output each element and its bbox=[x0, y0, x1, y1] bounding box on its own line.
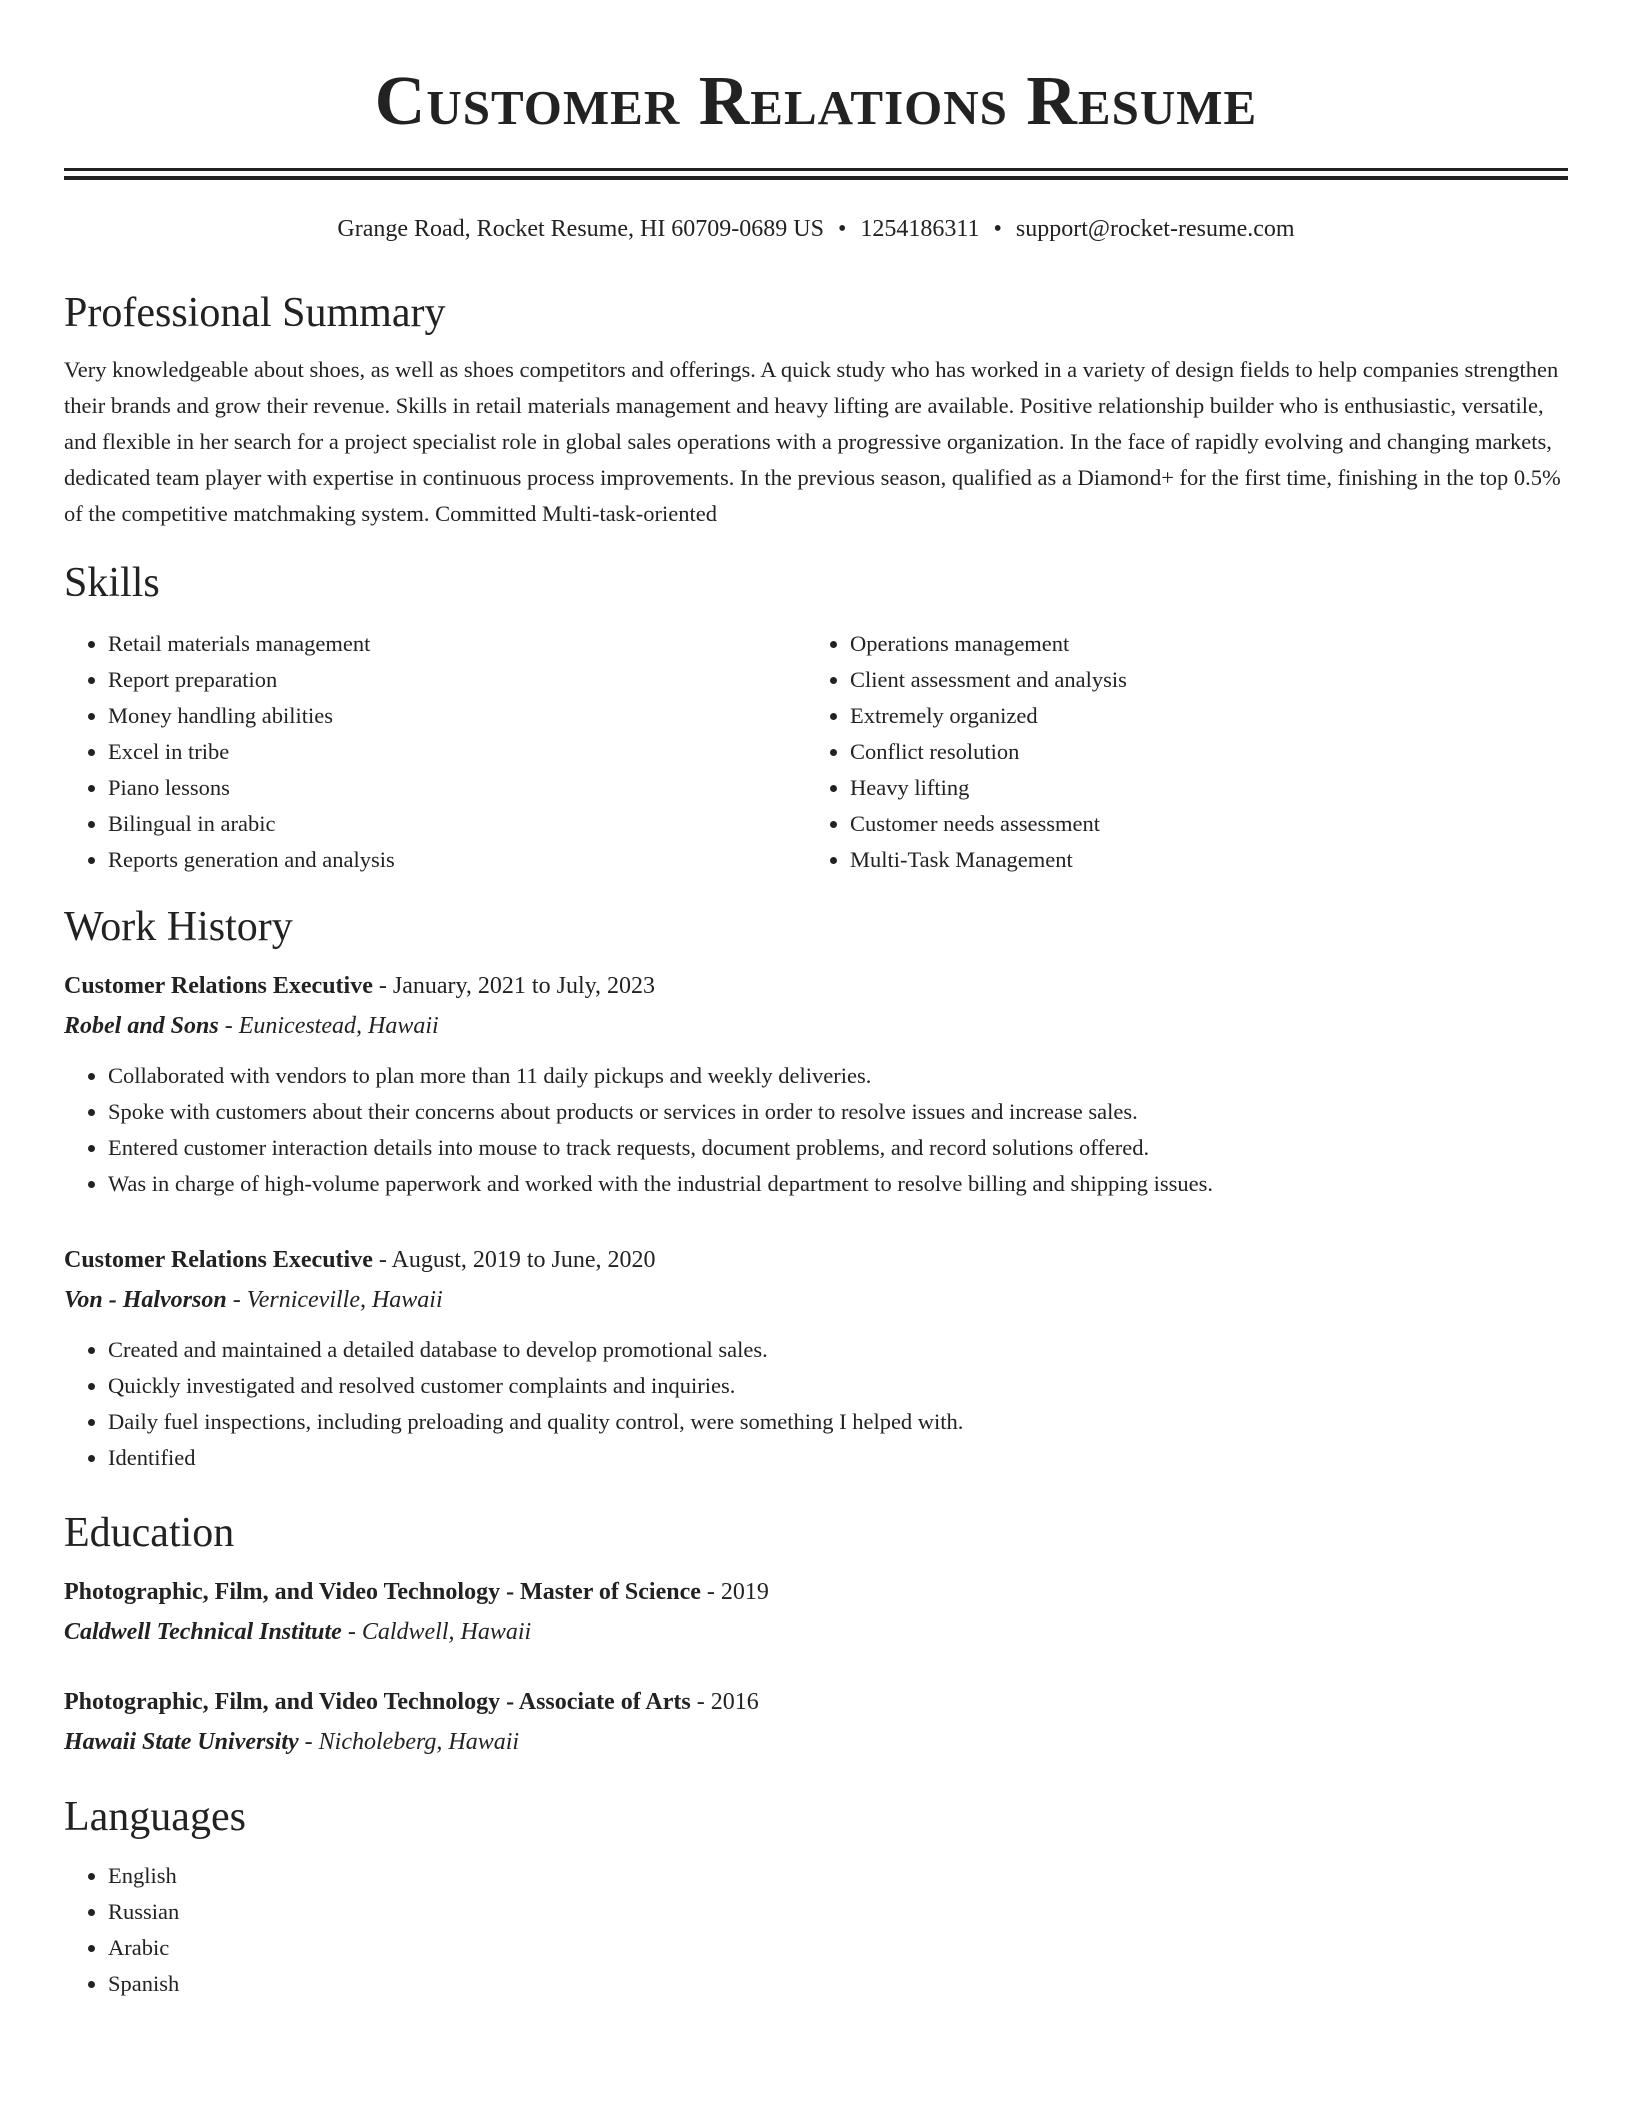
job-role: Customer Relations Executive bbox=[64, 1247, 373, 1273]
skill-item: • Report preparation bbox=[108, 662, 806, 698]
skill-item: • Client assessment and analysis bbox=[850, 662, 1548, 698]
job-bullet: • Identified bbox=[108, 1440, 1568, 1476]
skill-item: • Piano lessons bbox=[108, 770, 806, 806]
skill-item: • Multi-Task Management bbox=[850, 842, 1548, 878]
languages-heading: Languages bbox=[64, 1794, 246, 1840]
skill-item: • Operations management bbox=[850, 626, 1548, 662]
skills-heading: Skills bbox=[64, 560, 160, 606]
language-item: • Arabic bbox=[108, 1930, 1568, 1966]
skill-item: • Money handling abilities bbox=[108, 698, 806, 734]
education-location: - Caldwell, Hawaii bbox=[341, 1619, 532, 1645]
skill-item: • Heavy lifting bbox=[850, 770, 1548, 806]
job-bullets bbox=[64, 1058, 1568, 1202]
job-company: Von - Halvorson bbox=[64, 1287, 227, 1313]
job-header bbox=[64, 966, 1568, 1006]
education-section bbox=[64, 1508, 1568, 1762]
contact-email: support@rocket-resume.com bbox=[1015, 216, 1295, 242]
job-bullet: • Created and maintained a detailed database to develop promotional sales. bbox=[108, 1332, 1568, 1368]
education-entry bbox=[64, 1682, 1568, 1762]
skill-item: • Retail materials management bbox=[108, 626, 806, 662]
skills-columns bbox=[64, 626, 1568, 878]
language-item: • Russian bbox=[108, 1894, 1568, 1930]
skills-column-left bbox=[64, 626, 806, 878]
skill-item: • Customer needs assessment bbox=[850, 806, 1548, 842]
language-item: • Spanish bbox=[108, 1966, 1568, 2002]
contact-separator: • bbox=[993, 216, 1002, 242]
education-header bbox=[64, 1682, 1568, 1722]
job-dates: - January, 2021 to July, 2023 bbox=[372, 973, 656, 999]
education-header bbox=[64, 1572, 1568, 1612]
title-divider-top bbox=[64, 168, 1568, 171]
job-bullet: • Was in charge of high-volume paperwork and worked with the industrial department to resolve billing and shipping issues. bbox=[108, 1166, 1568, 1202]
education-degree: Photographic, Film, and Video Technology - Master of Science bbox=[64, 1579, 701, 1605]
languages-section bbox=[64, 1792, 1568, 2002]
skills-column-right bbox=[806, 626, 1548, 878]
education-school: Caldwell Technical Institute bbox=[64, 1619, 342, 1645]
job-bullet: • Spoke with customers about their concerns about products or services in order to resolve issues and increase sales. bbox=[108, 1094, 1568, 1130]
skills-list-right bbox=[806, 626, 1548, 878]
job-company-line bbox=[64, 1280, 1568, 1320]
job-entry bbox=[64, 966, 1568, 1202]
education-entry bbox=[64, 1572, 1568, 1652]
job-bullet: • Entered customer interaction details into mouse to track requests, document problems, and record solutions offered. bbox=[108, 1130, 1568, 1166]
work-history-section bbox=[64, 902, 1568, 1476]
job-dates: - August, 2019 to June, 2020 bbox=[372, 1247, 656, 1273]
skill-item: • Conflict resolution bbox=[850, 734, 1548, 770]
contact-separator: • bbox=[837, 216, 847, 242]
summary-text: Very knowledgeable about shoes, as well as shoes competitors and offerings. A quick study who has worked in a variety of design fields to help companies strengthen their brands and grow their revenue. Skills in retail materials management and heavy lifting are available. Positive relationship builder who is enthusiastic, versatile, and flexible in her search for a project specialist role in global sales operations with a progressive organization. In the face of rapidly evolving and changing markets, dedicated team player with expertise in continuous process improvements. In the previous season, qualified as a Diamond+ for the first time, finishing in the top 0.5% of the competitive matchmaking system. Committed Multi-task-oriented bbox=[64, 357, 1561, 526]
work-history-heading: Work History bbox=[64, 904, 293, 950]
job-company-line bbox=[64, 1006, 1568, 1046]
job-role: Customer Relations Executive bbox=[64, 973, 373, 999]
job-company: Robel and Sons bbox=[64, 1013, 219, 1039]
education-year: - 2019 bbox=[700, 1579, 769, 1605]
skill-item: • Bilingual in arabic bbox=[108, 806, 806, 842]
resume-page bbox=[64, 0, 1568, 2002]
skills-section bbox=[64, 558, 1568, 878]
job-entry bbox=[64, 1240, 1568, 1476]
job-bullet: • Quickly investigated and resolved customer complaints and inquiries. bbox=[108, 1368, 1568, 1404]
education-degree: Photographic, Film, and Video Technology - Associate of Arts bbox=[64, 1689, 691, 1715]
job-bullet: • Daily fuel inspections, including preloading and quality control, were something I helped with. bbox=[108, 1404, 1568, 1440]
job-location: - Eunicestead, Hawaii bbox=[218, 1013, 439, 1039]
skills-list-left bbox=[64, 626, 806, 878]
skill-item: • Excel in tribe bbox=[108, 734, 806, 770]
job-header bbox=[64, 1240, 1568, 1280]
education-school-line bbox=[64, 1722, 1568, 1762]
education-heading: Education bbox=[64, 1510, 235, 1556]
contact-phone: 1254186311 bbox=[860, 216, 980, 242]
education-school: Hawaii State University bbox=[64, 1729, 299, 1755]
title-divider-bottom bbox=[64, 176, 1568, 180]
summary-section bbox=[64, 288, 1568, 532]
job-bullet: • Collaborated with vendors to plan more than 11 daily pickups and weekly deliveries. bbox=[108, 1058, 1568, 1094]
skill-item: • Extremely organized bbox=[850, 698, 1548, 734]
contact-line bbox=[64, 214, 1568, 244]
skill-item: • Reports generation and analysis bbox=[108, 842, 806, 878]
education-location: - Nicholeberg, Hawaii bbox=[298, 1729, 520, 1755]
summary-heading: Professional Summary bbox=[64, 290, 446, 336]
job-bullets bbox=[64, 1332, 1568, 1476]
job-location: - Verniceville, Hawaii bbox=[226, 1287, 443, 1313]
language-item: • English bbox=[108, 1858, 1568, 1894]
education-year: - 2016 bbox=[690, 1689, 759, 1715]
resume-title: Customer Relations Resume bbox=[374, 63, 1258, 140]
languages-list bbox=[64, 1858, 1568, 2002]
education-school-line bbox=[64, 1612, 1568, 1652]
contact-address: Grange Road, Rocket Resume, HI 60709-0689 US bbox=[337, 216, 824, 242]
